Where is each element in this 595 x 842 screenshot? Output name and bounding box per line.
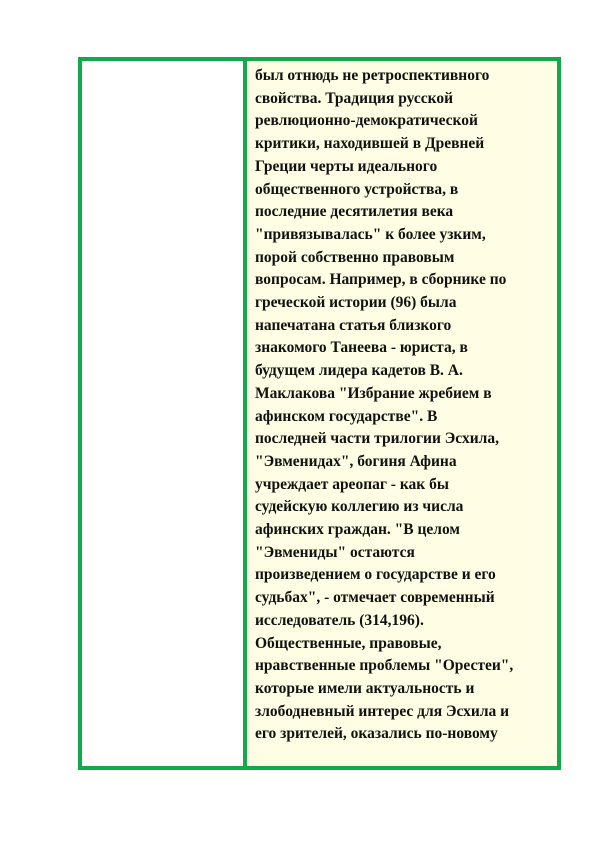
- text-line: Общественные, правовые,: [255, 634, 442, 652]
- text-line: Маклакова "Избрание жребием в: [255, 384, 492, 402]
- text-line: Греции черты идеального: [255, 157, 438, 175]
- empty-left-cell: [82, 61, 247, 766]
- text-line: нравственные проблемы "Орестеи",: [255, 657, 514, 675]
- text-line: вопросам. Например, в сборнике по: [255, 271, 507, 289]
- text-line: учреждает ареопаг - как бы: [255, 475, 449, 493]
- text-line: последней части трилогии Эсхила,: [255, 430, 499, 448]
- text-line: общественного устройства, в: [255, 180, 459, 198]
- table-frame: [78, 57, 561, 770]
- text-line: будущем лидера кадетов В. А.: [255, 362, 463, 380]
- text-line: был отнюдь не ретроспективного: [255, 67, 490, 84]
- text-line: судьбах", - отмечает современный: [255, 589, 495, 607]
- text-line: ревлюционно-демократической: [255, 112, 478, 130]
- text-line: порой собственно правовым: [255, 248, 455, 266]
- text-line: произведением о государстве и его: [255, 566, 496, 584]
- text-line: афинских граждан. "В целом: [255, 521, 460, 539]
- text-line: "Эвменидах", богиня Афина: [255, 452, 457, 470]
- text-line: "привязывалась" к более узким,: [255, 225, 486, 243]
- text-line: исследователь (314,196).: [255, 611, 424, 629]
- text-line: его зрителей, оказались по-новому: [255, 725, 498, 743]
- text-line: злободневный интерес для Эсхила и: [255, 702, 510, 720]
- text-line: греческой истории (96) была: [255, 294, 457, 312]
- text-line: последние десятилетия века: [255, 203, 454, 221]
- text-line: афинском государстве". В: [255, 407, 438, 425]
- text-line: "Эвмениды" остаются: [255, 543, 415, 561]
- text-line: знакомого Танеева - юриста, в: [255, 339, 468, 357]
- text-line: судейскую коллегию из числа: [255, 498, 464, 516]
- text-line: свойства. Традиция русской: [255, 89, 454, 107]
- text-line: которые имели актуальность и: [255, 679, 475, 697]
- paragraph-text: [255, 65, 551, 746]
- text-cell: [247, 61, 557, 766]
- text-line: напечатана статья близкого: [255, 316, 452, 334]
- text-line: критики, находившей в Древней: [255, 135, 485, 153]
